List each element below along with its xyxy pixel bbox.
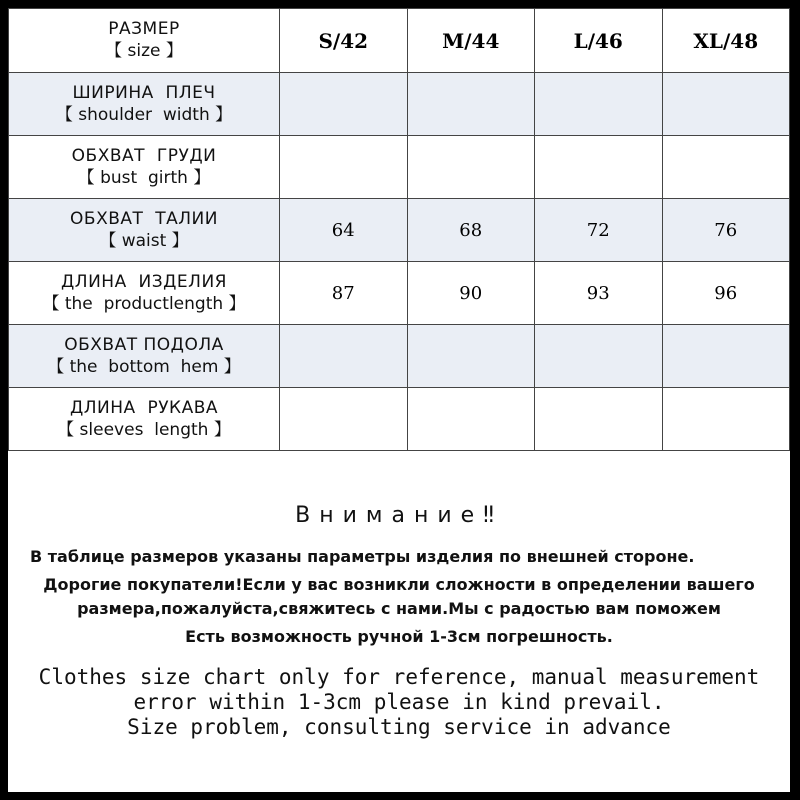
row-label-cell [9,262,280,325]
size-header-l: L/46 [535,9,663,73]
row-label-en: 【 waist 】 [99,230,189,251]
table-cell [280,73,408,136]
row-label-en: 【 shoulder width 】 [55,104,233,125]
size-table [8,8,790,451]
row-label-cell [9,136,280,199]
row-label-ru: ОБХВАТ ГРУДИ [71,145,217,166]
table-cell [407,136,535,199]
table-row-shoulder-width [9,73,790,136]
table-cell: 87 [280,262,408,325]
table-cell [535,388,663,451]
table-row-bust-girth [9,136,790,199]
table-row-product-length [9,262,790,325]
table-header-row [9,9,790,73]
table-cell: 90 [407,262,535,325]
table-cell: 76 [662,199,790,262]
table-cell [662,136,790,199]
size-header-s: S/42 [280,9,408,73]
notice-en-line-1: Clothes size chart only for reference, manual measurement [38,665,760,689]
table-cell [407,388,535,451]
row-label-en: 【 sleeves length 】 [57,419,231,440]
table-cell: 64 [280,199,408,262]
row-label-ru: ОБХВАТ ТАЛИИ [70,208,218,229]
table-cell: 72 [535,199,663,262]
table-cell [535,325,663,388]
notice-title: Внимание‼ [295,503,503,528]
table-cell [407,73,535,136]
table-cell [662,388,790,451]
notice-ru-line-1: В таблице размеров указаны параметры изделия по внешней стороне. [30,547,695,566]
notice-en-line-2: error within 1-3cm please in kind prevail. [133,690,665,714]
table-cell: 96 [662,262,790,325]
notice-ru-line-3: размера,пожалуйста,свяжитесь с нами.Мы с радостью вам поможем [77,599,721,618]
table-cell [662,73,790,136]
size-chart-card [8,8,790,792]
table-cell: 68 [407,199,535,262]
row-label-ru: ДЛИНА РУКАВА [69,397,219,418]
table-row-waist [9,199,790,262]
row-label-cell [9,388,280,451]
row-label-cell [9,73,280,136]
row-label-ru: ОБХВАТ ПОДОЛА [64,334,224,355]
notice-ru-line-2: Дорогие покупатели!Если у вас возникли сложности в определении вашего [43,575,755,594]
table-cell [280,136,408,199]
table-row-sleeves-length [9,388,790,451]
table-cell [280,388,408,451]
size-label-cell [9,9,280,73]
table-cell [407,325,535,388]
table-cell [662,325,790,388]
size-label-en: 【 size 】 [105,41,183,61]
row-label-cell [9,325,280,388]
row-label-ru: ШИРИНА ПЛЕЧ [72,82,216,103]
row-label-ru: ДЛИНА ИЗДЕЛИЯ [61,271,227,292]
notice-ru-line-4: Есть возможность ручной 1-3cм погрешность. [185,627,613,646]
notice-en-line-3: Size problem, consulting service in advance [127,715,671,739]
size-label-ru: РАЗМЕР [108,19,180,39]
row-label-cell [9,199,280,262]
row-label-en: 【 the bottom hem 】 [47,356,241,377]
notice-en-block [8,665,790,740]
row-label-en: 【 bust girth 】 [77,167,211,188]
size-header-m: M/44 [407,9,535,73]
size-header-xl: XL/48 [662,9,790,73]
row-label-en: 【 the productlength 】 [42,293,246,314]
table-cell [535,136,663,199]
table-cell [535,73,663,136]
table-cell [280,325,408,388]
table-row-bottom-hem [9,325,790,388]
table-cell: 93 [535,262,663,325]
